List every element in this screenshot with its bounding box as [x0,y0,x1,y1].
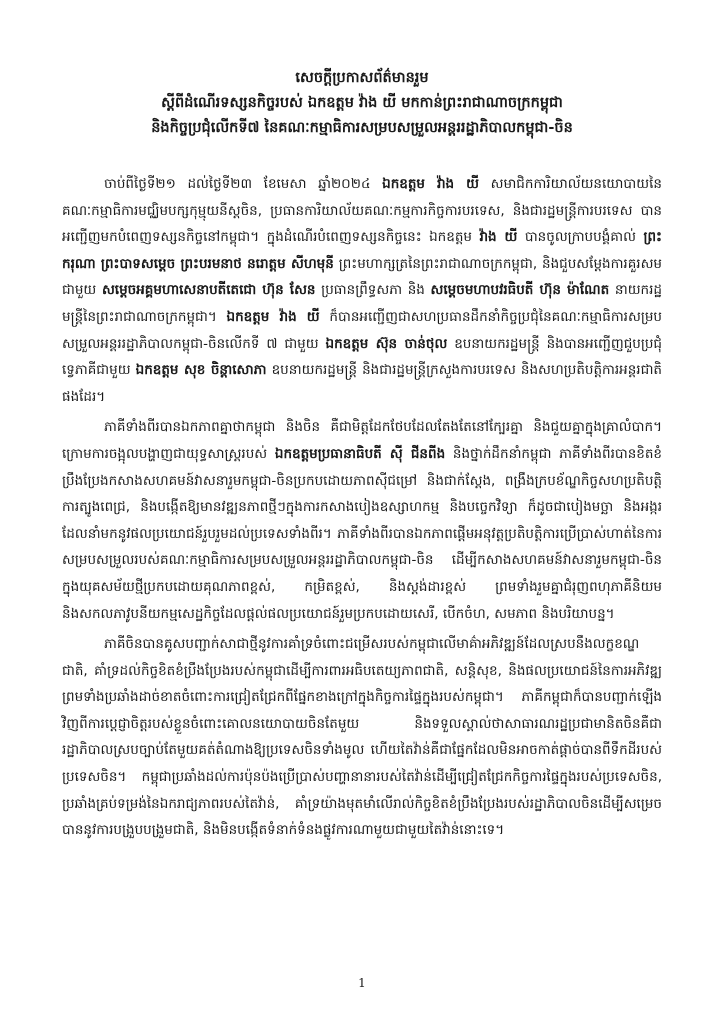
text-run: ឧបនាយករដ្ឋមន្ត្រី និងជារដ្ឋមន្ត្រីក្រសួងការបរទេស និងសហប្រតិបត្តិការអន្តរជាតិ ផងដែរ។ [62,362,663,405]
bold-run: សម្តេចអគ្គមហាសេនាបតីតេជោ ហ៊ុន សែន [101,282,316,299]
bold-run: ឯកឧត្តម សុខ ចិន្តាសោភា [135,362,267,379]
bold-run: ឯកឧត្តម វ៉ាង យី [226,308,320,325]
text-run: នាយករដ្ឋមន្ត្រីនៃព្រះរាជាណាចក្រកម្ពុជា។ [62,282,662,325]
text-run: ភាគីចិនបានគូសបញ្ជាក់សាជាថ្មីនូវការគាំទ្រចំពោះជម្រើសរបស់កម្ពុជាលើមាគ៌ាអភិវឌ្ឍន៍ដែលស្របនឹងលក្ខខណ្ឌជាតិ, គាំទ្រដល់កិច្ចខិតខំប្រឹងប្រែងរបស់កម្ពុជាដើម្បីការពារអធិបតេយ្យភាពជាតិ, សន្តិសុខ, និងផលប្រយោជន៍នៃការអភិវឌ្ឍ ព្រមទាំងប្រឆាំងដាច់ខាតចំពោះការជ្រៀតជ្រែកពីផ្នែកខាងក្រៅក្នុងកិច្ចការផ្ទៃក្នុងរបស់កម្ពុជា។ ភាគីកម្ពុជាក៏បានបញ្ជាក់ឡើងវិញពីការប្តេជ្ញាចិត្តរបស់ខ្លួនចំពោះគោលនយោបាយចិនតែមួយ និងទទួលស្គាល់ថាសាធារណរដ្ឋប្រជាមានិតចិនគឺជារដ្ឋាភិបាលស្របច្បាប់តែមួយគត់តំណាងឱ្យប្រទេសចិនទាំងមូល ហើយតៃវ៉ាន់គឺជាផ្នែកដែលមិនអាចកាត់ផ្តាច់បានពីទឹកដីរបស់ប្រទេសចិន។ កម្ពុជាប្រឆាំងដល់ការប៉ុនប៉ងប្រើប្រាស់បញ្ហានានារបស់តៃវ៉ាន់ដើម្បីជ្រៀតជ្រែកកិច្ចការផ្ទៃក្នុងរបស់ប្រទេសចិន, ប្រឆាំងគ្រប់ទម្រង់នៃឯករាជ្យភាពរបស់តៃវ៉ាន់, គាំទ្រយ៉ាងមុតមាំលើរាល់កិច្ចខិតខំប្រឹងប្រែងរបស់រដ្ឋាភិបាលចិនដើម្បីសម្រេចបាននូវការបង្រួបបង្រួមជាតិ, និងមិនបង្កើតទំនាក់ទំនងផ្លូវការណាមួយជាមួយតៃវ៉ាន់នោះទេ។ [62,636,662,839]
text-run: សមាជិកការិយាល័យនយោបាយនៃគណៈកម្មាធិការមជ្ឈិមបក្សកុម្មុយនីស្តចិន, ប្រធានការិយាល័យគណៈកម្មការកិច្ចការបរទេស, និងជារដ្ឋមន្ត្រីការបរទេស បានអញ្ជើញមកបំពេញទស្សនកិច្ចនៅកម្ពុជា។ ក្នុងដំណើរបំពេញទស្សនកិច្ចនេះ ឯកឧត្តម [62,176,662,246]
text-run: និងថ្នាក់ដឹកនាំកម្ពុជា ភាគីទាំងពីរបានខិតខំប្រឹងប្រែងកសាងសហគមន៍វាសនារួមកម្ពុជា-ចិនប្រកបដោយភាពស៊ីជម្រៅ និងជាក់ស្តែង, ពង្រឹងក្របខ័ណ្ឌកិច្ចសហប្រតិបត្តិការត្បូងពេជ្រ, និងបង្កើតឱ្យមានវឌ្ឍនភាពថ្មីៗក្នុងការកសាងបៀងឧស្សាហកម្ម និងបច្ចេកវិទ្យា ក៏ដូចជាបៀងមច្ឆា និងអង្ករ ដែលនាំមកនូវផលប្រយោជន៍រួបរួមដល់ប្រទេសទាំងពីរ។ ភាគីទាំងពីរបានឯកភាពផ្តើមអនុវត្តប្រតិបត្តិការប្រើប្រាស់ហាត់នៃការសម្របសម្រួលរបស់គណៈកម្មាធិការសម្របសម្រួលអន្តររដ្ឋាភិបាលកម្ពុជា-ចិន ដើម្បីកសាងសហគមន៍វាសនារួមកម្ពុជា-ចិន ក្នុងយុគសម័យថ្មីប្រកបដោយគុណភាពខ្ពស់, កម្រិតខ្ពស់, និងស្តង់ដារខ្ពស់ ព្រមទាំងរួមគ្នាជំរុញពហុភាគីនិយម និងសកលភាវូបនីយកម្មសេដ្ឋកិច្ចដែលផ្តល់ផលប្រយោជន៍រួមប្រកបដោយសេរី, បើកចំហ, សមភាព និងបរិយាបន្ន។ [62,445,662,622]
text-run: ចាប់ពីថ្ងៃទី២១ ដល់ថ្ងៃទី២៣ ខែមេសា ឆ្នាំ២០២៤ [104,176,383,192]
page-number: 1 [358,976,366,990]
bold-run: ឯកឧត្តម ស៊ុន ចាន់ថុល [325,335,448,352]
text-run: ភាគីទាំងពីរបានឯកភាពគ្នាថាកម្ពុជា និងចិន គឺជាមិត្តដែកថែបដែលតែងតែនៅក្បែរគ្នា និងជួយគ្នាក្នុងគ្រាលំបាក។ ក្រោមការចង្អុលបង្ហាញជាយុទ្ធសាស្ត្ររបស់ [62,419,662,462]
bold-run: ព្រះករុណា ព្រះបាទសម្តេច ព្រះបរមនាថ នរោត្តម សីហមុនី [62,229,662,272]
document-header [62,66,662,141]
bold-run: ឯកឧត្តមប្រធានាធិបតី ស៊ី ជីនពីង [274,445,446,462]
paragraph-2 [62,414,662,627]
text-run: បានចូលក្រាបបង្គំគាល់ [517,229,644,246]
bold-run: ឯកឧត្តម វ៉ាង យី [382,176,479,192]
paragraph-1 [62,171,662,410]
paragraph-3 [62,631,662,844]
title-line-3: និងកិច្ចប្រជុំលើកទី៧ នៃគណៈកម្មាធិការសម្របសម្រួលអន្តររដ្ឋាភិបាលកម្ពុជា-ចិន [151,120,573,136]
text-run: ឧបនាយករដ្ឋមន្ត្រី និងបានអញ្ជើញជួបប្រជុំទ្វេភាគីជាមួយ [62,335,662,379]
title-line-2: ស្តីពីដំណើរទស្សនកិច្ចរបស់ ឯកឧត្តម វ៉ាង យី មកកាន់ព្រះរាជាណាចក្រកម្ពុជា [161,95,563,111]
text-run: ប្រធានព្រឹទ្ធសភា និង [315,282,431,299]
title-line-1: សេចក្តីប្រកាសព័ត៌មានរួម [295,70,429,86]
text-run: ក៏បានអញ្ជើញជាសហប្រធានដឹកនាំកិច្ចប្រជុំនៃគណៈកម្មាធិការសម្របសម្រួលអន្តររដ្ឋាភិបាលកម្ពុជា-ចិនលើកទី ៧ ជាមួយ [62,308,662,352]
text-run: ព្រះមហាក្សត្រនៃព្រះរាជាណាចក្រកម្ពុជា, និងជួបសម្តែងការគួរសមជាមួយ [62,255,662,299]
bold-run: សម្តេចមហាបវរធិបតី ហ៊ុន ម៉ាណែត [430,282,610,299]
bold-run: វ៉ាង យី [479,229,518,246]
